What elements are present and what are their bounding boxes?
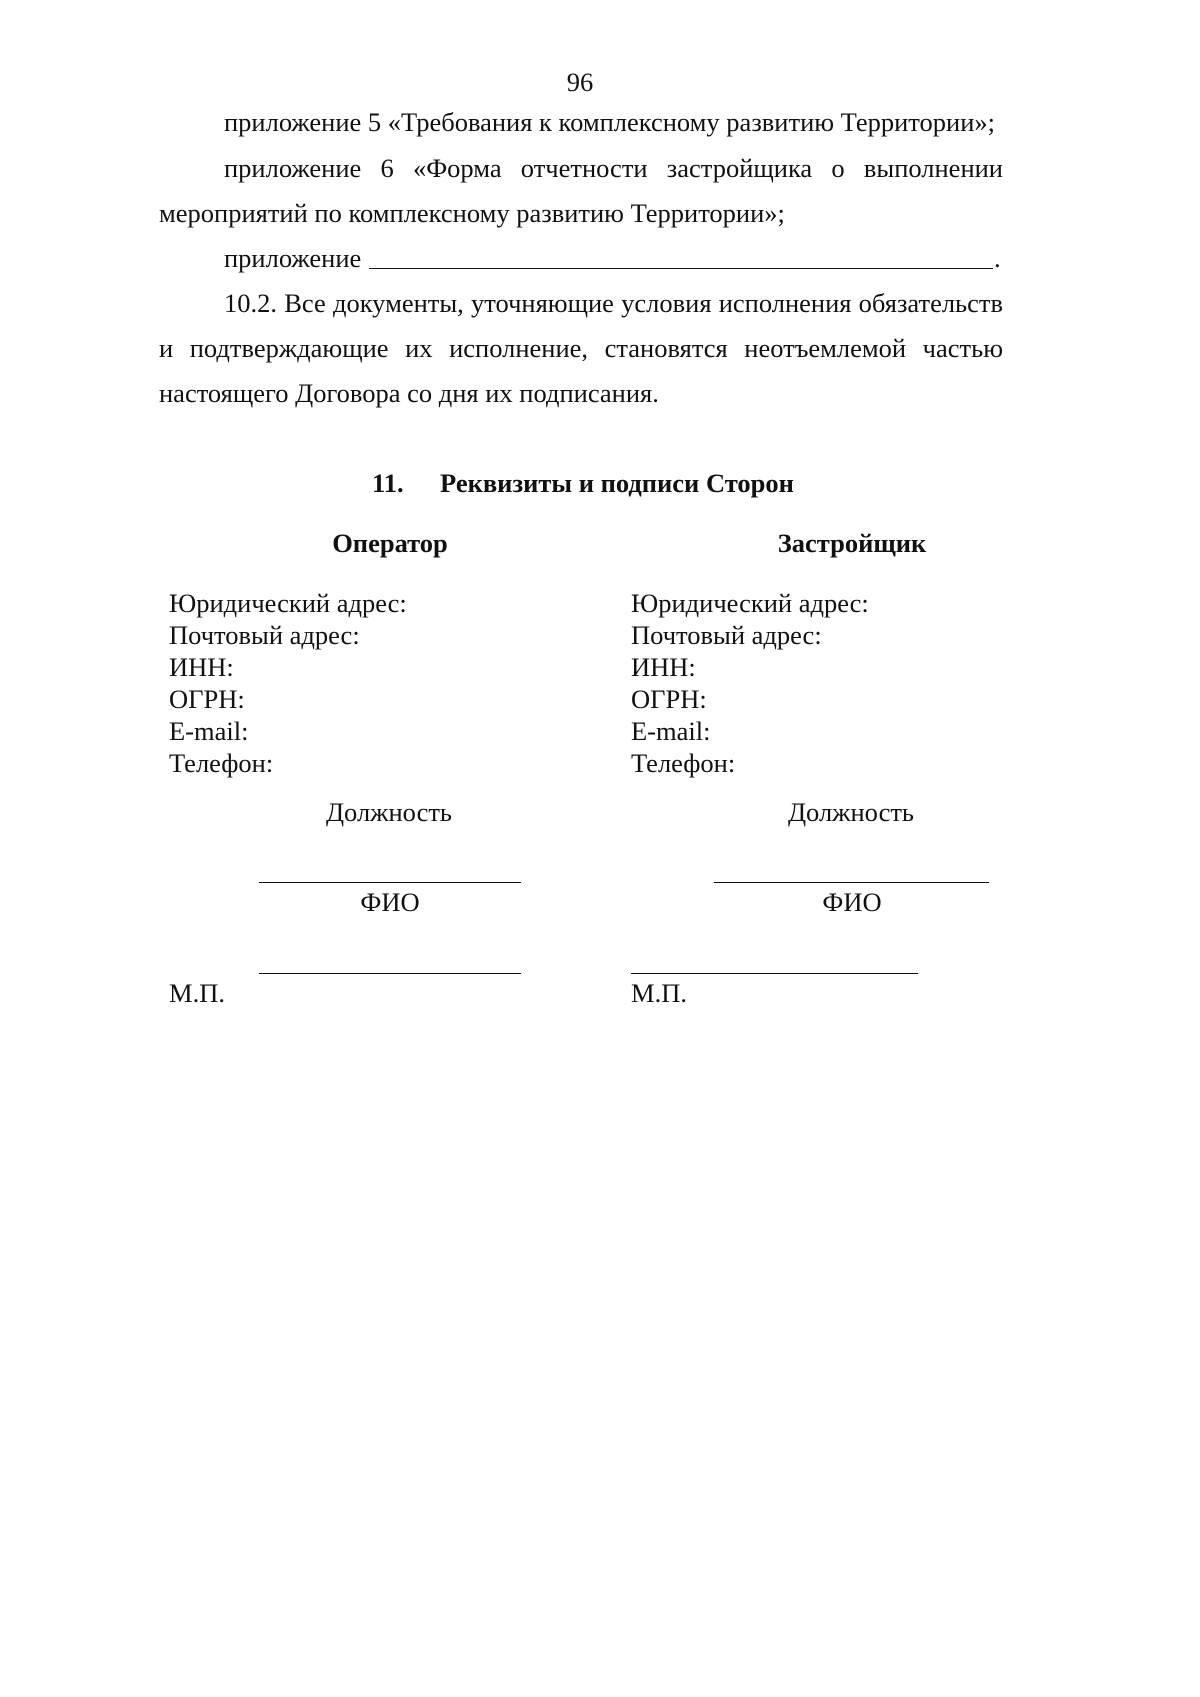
developer-name-label: ФИО xyxy=(822,887,882,917)
operator-seal-signature-line xyxy=(259,973,521,974)
developer-legal-address: Юридический адрес: xyxy=(631,588,869,618)
developer-requisites xyxy=(631,587,869,779)
clause-10-2-line-3: настоящего Договора со дня их подписания. xyxy=(159,378,659,408)
developer-position-label: Должность xyxy=(787,797,915,827)
appendix-blank-line xyxy=(369,268,993,269)
section-11-title: Реквизиты и подписи Сторон xyxy=(440,468,794,498)
operator-email: E-mail: xyxy=(169,716,249,746)
developer-seal-signature-line xyxy=(631,973,918,974)
appendix-6-line-2: мероприятий по комплексному развитию Территории»; xyxy=(159,198,785,228)
appendix-blank-label: приложение xyxy=(224,243,362,273)
operator-postal-address: Почтовый адрес: xyxy=(169,620,360,650)
developer-ogrn: ОГРН: xyxy=(631,684,707,714)
operator-requisites xyxy=(169,587,407,779)
developer-phone: Телефон: xyxy=(631,748,736,778)
developer-email: E-mail: xyxy=(631,716,711,746)
developer-seal-label: М.П. xyxy=(631,978,687,1008)
developer-postal-address: Почтовый адрес: xyxy=(631,620,822,650)
section-11-number: 11. xyxy=(372,468,404,498)
developer-heading: Застройщик xyxy=(777,528,927,558)
developer-inn: ИНН: xyxy=(631,652,696,682)
appendix-5-line: приложение 5 «Требования к комплексному развитию Территории»; xyxy=(224,107,995,137)
clause-10-2-line-2: и подтверждающие их исполнение, становятся неотъемлемой частью xyxy=(159,333,1003,363)
operator-name-label: ФИО xyxy=(360,887,420,917)
operator-ogrn: ОГРН: xyxy=(169,684,245,714)
appendix-6-line-1: приложение 6 «Форма отчетности застройщика о выполнении xyxy=(224,153,1003,183)
operator-seal-label: М.П. xyxy=(169,978,225,1008)
operator-legal-address: Юридический адрес: xyxy=(169,588,407,618)
operator-position-label: Должность xyxy=(325,797,453,827)
clause-10-2-line-1: 10.2. Все документы, уточняющие условия исполнения обязательств xyxy=(224,288,1003,318)
page-number: 96 xyxy=(566,67,594,97)
appendix-blank-end: . xyxy=(994,243,1001,273)
operator-phone: Телефон: xyxy=(169,748,274,778)
operator-name-signature-line xyxy=(259,882,521,883)
operator-inn: ИНН: xyxy=(169,652,234,682)
developer-name-signature-line xyxy=(714,882,989,883)
operator-heading: Оператор xyxy=(332,528,448,558)
